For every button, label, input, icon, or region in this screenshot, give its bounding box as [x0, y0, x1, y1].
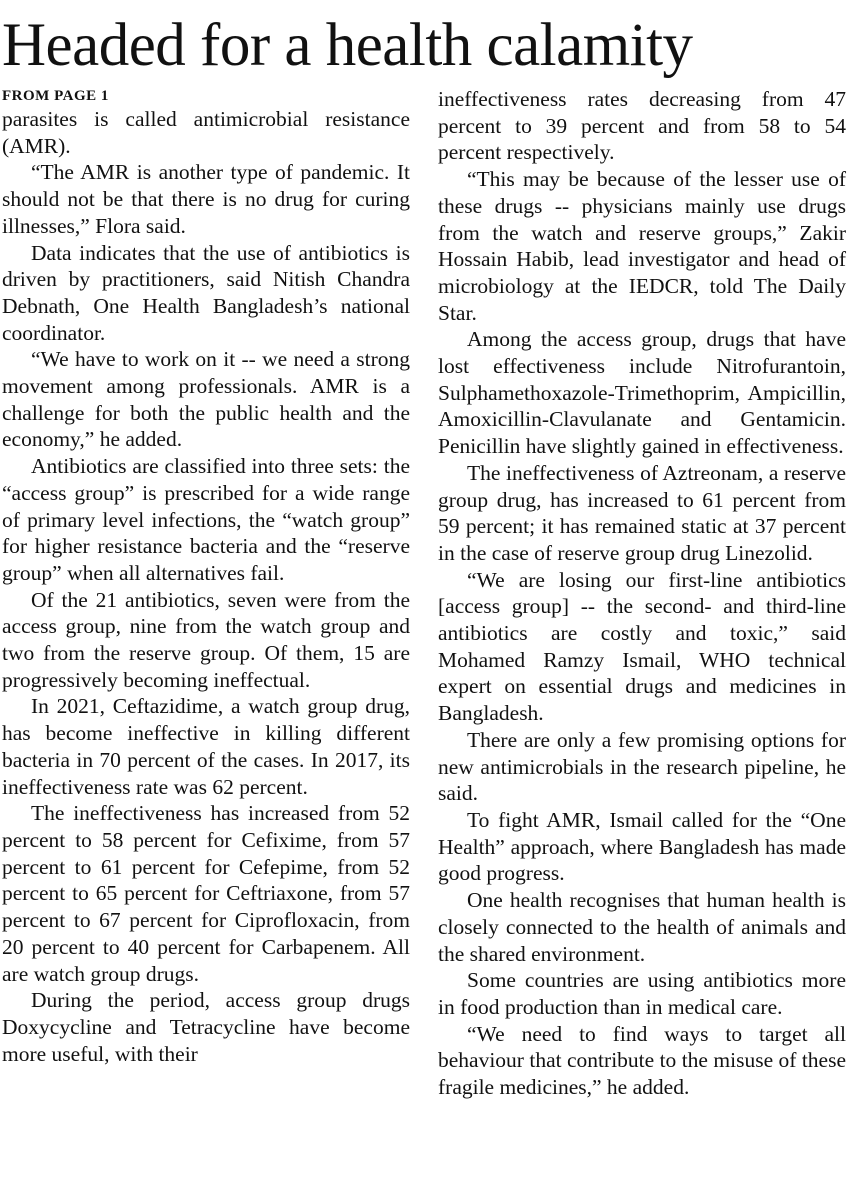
paragraph: Data indicates that the use of antibiotics is driven by practitioners, said Nitish Chandra Debnath, One Health Bangladesh’s national coordinator. [2, 240, 410, 345]
paragraph: There are only a few promising options for new antimicrobials in the research pipeline, he said. [438, 727, 846, 806]
article-column-left [2, 86, 410, 1067]
paragraph: “The AMR is another type of pandemic. It should not be that there is no drug for curing illnesses,” Flora said. [2, 160, 410, 238]
paragraph: To fight AMR, Ismail called for the “One Health” approach, where Bangladesh has made good progress. [438, 807, 846, 886]
jump-line: FROM PAGE 1 [2, 88, 109, 104]
paragraph: “We have to work on it -- we need a strong movement among professionals. AMR is a challenge for both the public health and the economy,” he added. [2, 347, 410, 452]
paragraph: The ineffectiveness has increased from 52 percent to 58 percent for Cefixime, from 57 percent to 61 percent for Cefepime, from 52 percent to 65 percent for Ceftriaxone, from 57 percent to 67 percent for Ciprofloxacin, from 20 percent to 40 percent for Carbapenem. All are watch group drugs. [2, 801, 410, 986]
paragraph: Among the access group, drugs that have lost effectiveness include Nitrofurantoin, Sulphamethoxazole-Trimethoprim, Ampicillin, Amoxicillin-Clavulanate and Gentamicin. Penicillin have slightly gained in effectiveness. [438, 327, 846, 459]
paragraph: ineffectiveness rates decreasing from 47 percent to 39 percent and from 58 to 54 percent respectively. [438, 87, 846, 165]
paragraph: One health recognises that human health is closely connected to the health of animals and the shared environment. [438, 888, 846, 966]
paragraph: In 2021, Ceftazidime, a watch group drug, has become ineffective in killing different bacteria in 70 percent of the cases. In 2017, its ineffectiveness rate was 62 percent. [2, 694, 410, 799]
paragraph: “We are losing our first-line antibiotics [access group] -- the second- and third-line antibiotics are costly and toxic,” said Mohamed Ramzy Ismail, WHO technical expert on essential drugs and medicines in Bangladesh. [438, 567, 846, 726]
paragraph: “We need to find ways to target all behaviour that contribute to the misuse of these fragile medicines,” he added. [438, 1021, 846, 1100]
paragraph: “This may be because of the lesser use of these drugs -- physicians mainly use drugs from the watch and reserve groups,” Zakir Hossain Habib, lead investigator and head of microbiology at the IEDCR, told The Daily Star. [438, 167, 846, 325]
headline: Headed for a health calamity [2, 12, 693, 79]
paragraph: During the period, access group drugs Doxycycline and Tetracycline have become more useful, with their [2, 988, 410, 1066]
paragraph: Antibiotics are classified into three sets: the “access group” is prescribed for a wide range of primary level infections, the “watch group” for higher resistance bacteria and the “reserve group” when all alternatives fail. [2, 454, 410, 585]
paragraph: Some countries are using antibiotics more in food production than in medical care. [438, 968, 846, 1019]
paragraph: parasites is called antimicrobial resistance (AMR). [2, 107, 410, 158]
paragraph: Of the 21 antibiotics, seven were from the access group, nine from the watch group and two from the reserve group. Of them, 15 are progressively becoming ineffectual. [2, 587, 410, 692]
article-column-right [438, 86, 846, 1101]
paragraph: The ineffectiveness of Aztreonam, a reserve group drug, has increased to 61 percent from 59 percent; it has remained static at 37 percent in the case of reserve group drug Linezolid. [438, 460, 846, 565]
